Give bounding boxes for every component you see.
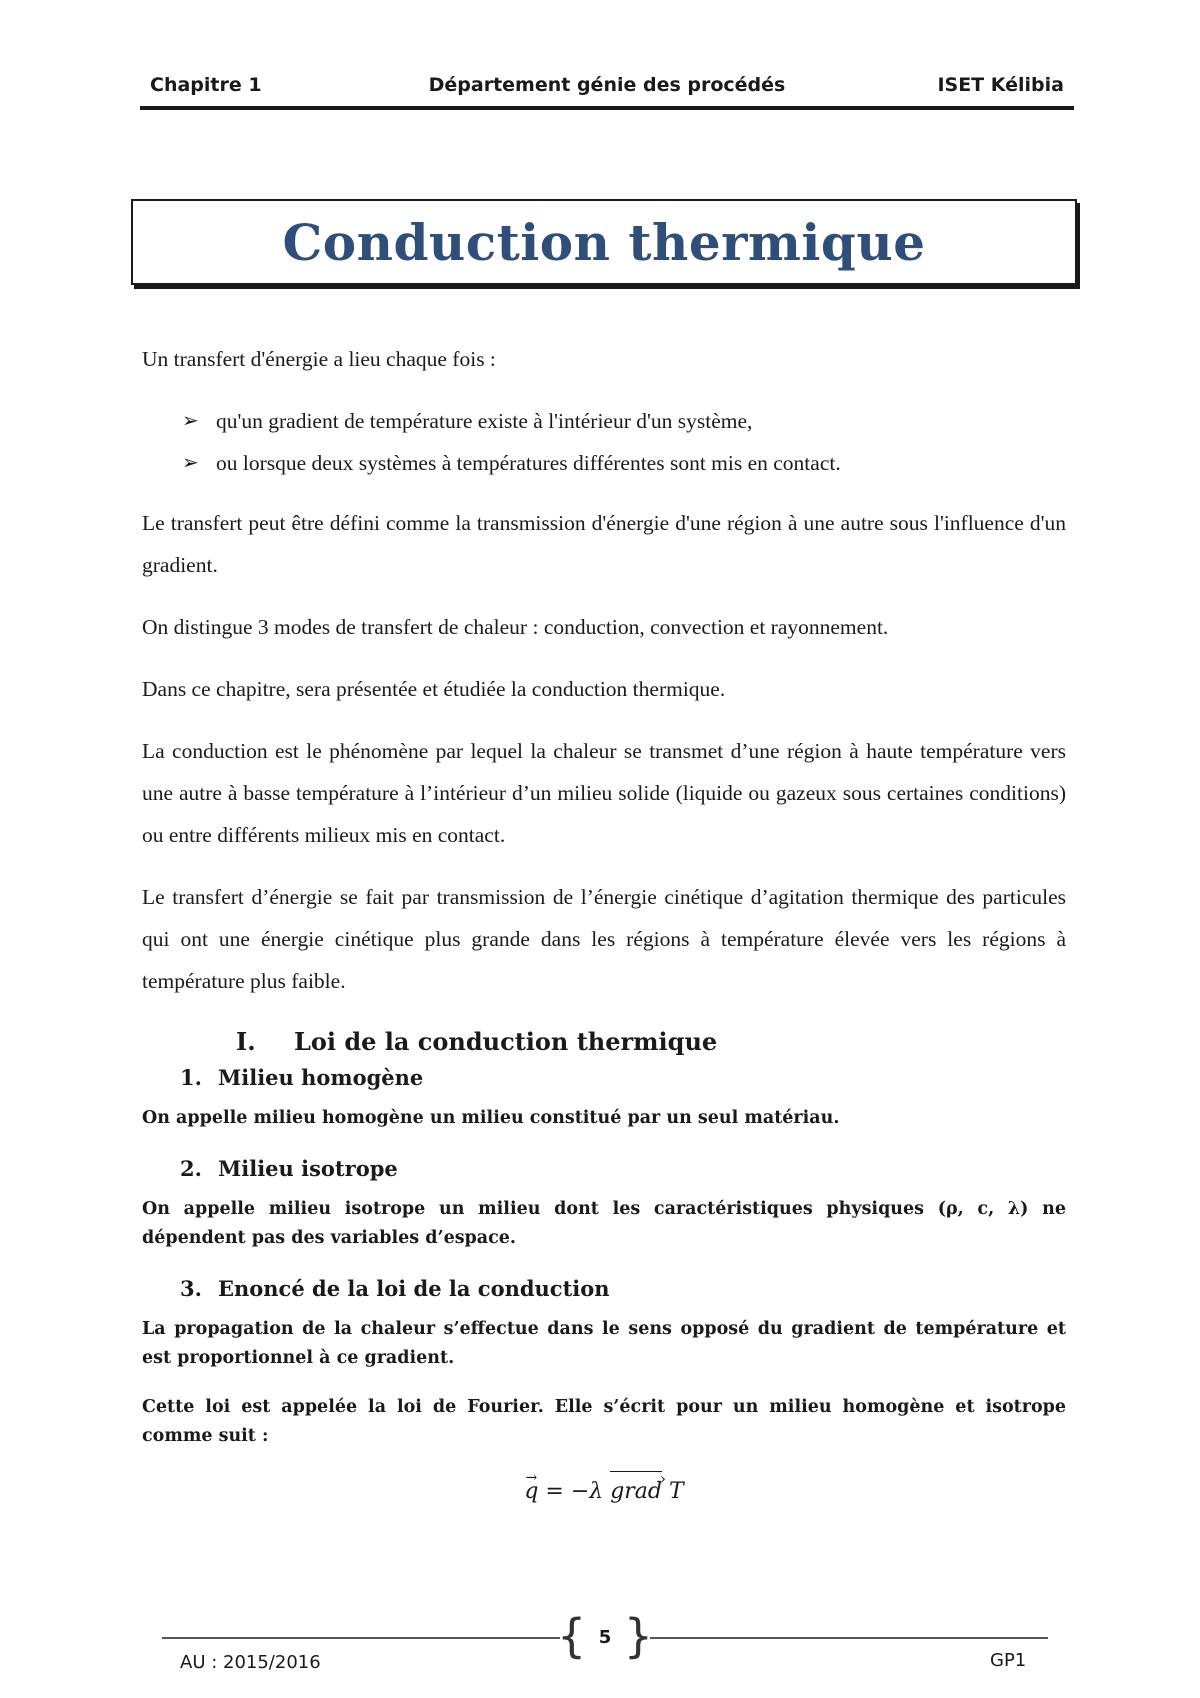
header-chapter: Chapitre 1 [150, 74, 262, 96]
intro-paragraph: Un transfert d'énergie a lieu chaque fois : [142, 347, 496, 371]
section-number: I. [236, 1027, 256, 1056]
page-number: 5 [598, 1627, 612, 1648]
statement-text: La propagation de la chaleur s’effectue dans le sens opposé du gradient de température et est proportionnel à ce gradient. [142, 1319, 1066, 1368]
section-title: Loi de la conduction thermique [294, 1027, 718, 1056]
bullet-text: qu'un gradient de température existe à l'intérieur d'un système, [216, 409, 753, 433]
subsection-heading [180, 1273, 1066, 1305]
page-number-box [557, 1609, 653, 1663]
paragraph: Le transfert peut être défini comme la transmission d'énergie d'une région à une autre sous l'influence d'un gradient. [142, 511, 1066, 577]
formula-equals: = −λ [538, 1479, 611, 1504]
footer-academic-year: AU : 2015/2016 [180, 1652, 321, 1673]
subsection-number: 3. [180, 1276, 202, 1301]
arrow-bullet-icon: ➢ [182, 410, 199, 432]
paragraph: La conduction est le phénomène par lequel la chaleur se transmet d’une région à haute température vers une autre à basse température à l’intérieur d’un milieu solide (liquide ou gazeux sous certaines conditions) ou entre différents milieux mis en contact. [142, 739, 1066, 847]
subsection-title: Milieu isotrope [218, 1156, 398, 1181]
document-body [142, 338, 1066, 1513]
formula-vector-q: → q [524, 1471, 538, 1513]
bullet-list [142, 400, 1066, 484]
section-heading [236, 1022, 1066, 1062]
formula-temperature: T [662, 1479, 684, 1504]
subsection-title: Enoncé de la loi de la conduction [218, 1276, 610, 1301]
footer-class: GP1 [990, 1650, 1027, 1671]
subsection-heading [180, 1153, 1066, 1185]
formula-gradient: grad › [610, 1471, 662, 1513]
footer-rule-right [650, 1637, 1048, 1639]
footer-rule-left [162, 1637, 560, 1639]
header-institution: ISET Kélibia [937, 74, 1064, 96]
subsection-title: Milieu homogène [218, 1065, 424, 1090]
list-item [182, 442, 1066, 484]
arrow-bullet-icon: ➢ [182, 452, 199, 474]
left-brace-icon: { [557, 1609, 587, 1663]
right-brace-icon: } [623, 1609, 653, 1663]
subsection-number: 1. [180, 1065, 202, 1090]
title-box [131, 199, 1077, 285]
definition-text: On appelle milieu isotrope un milieu dont les caractéristiques physiques (ρ, c, λ) ne dépendent pas des variables d’espace. [142, 1199, 1066, 1248]
statement-text: Cette loi est appelée la loi de Fourier. Elle s’écrit pour un milieu homogène et isotrope comme suit : [142, 1397, 1066, 1446]
fourier-law-formula [142, 1471, 1066, 1513]
header-department: Département génie des procédés [428, 74, 786, 96]
definition-text: On appelle milieu homogène un milieu constitué par un seul matériau. [142, 1108, 840, 1128]
paragraph: On distingue 3 modes de transfert de chaleur : conduction, convection et rayonnement. [142, 615, 889, 639]
bullet-text: ou lorsque deux systèmes à températures différentes sont mis en contact. [216, 451, 841, 475]
paragraph: Le transfert d’énergie se fait par transmission de l’énergie cinétique d’agitation thermique des particules qui ont une énergie cinétique plus grande dans les régions à température élevée vers les régions à température plus faible. [142, 885, 1066, 993]
subsection-heading [180, 1062, 1066, 1094]
page-title: Conduction thermique [282, 212, 926, 272]
paragraph: Dans ce chapitre, sera présentée et étudiée la conduction thermique. [142, 677, 726, 701]
list-item [182, 400, 1066, 442]
page-header [140, 72, 1074, 110]
subsection-number: 2. [180, 1156, 202, 1181]
